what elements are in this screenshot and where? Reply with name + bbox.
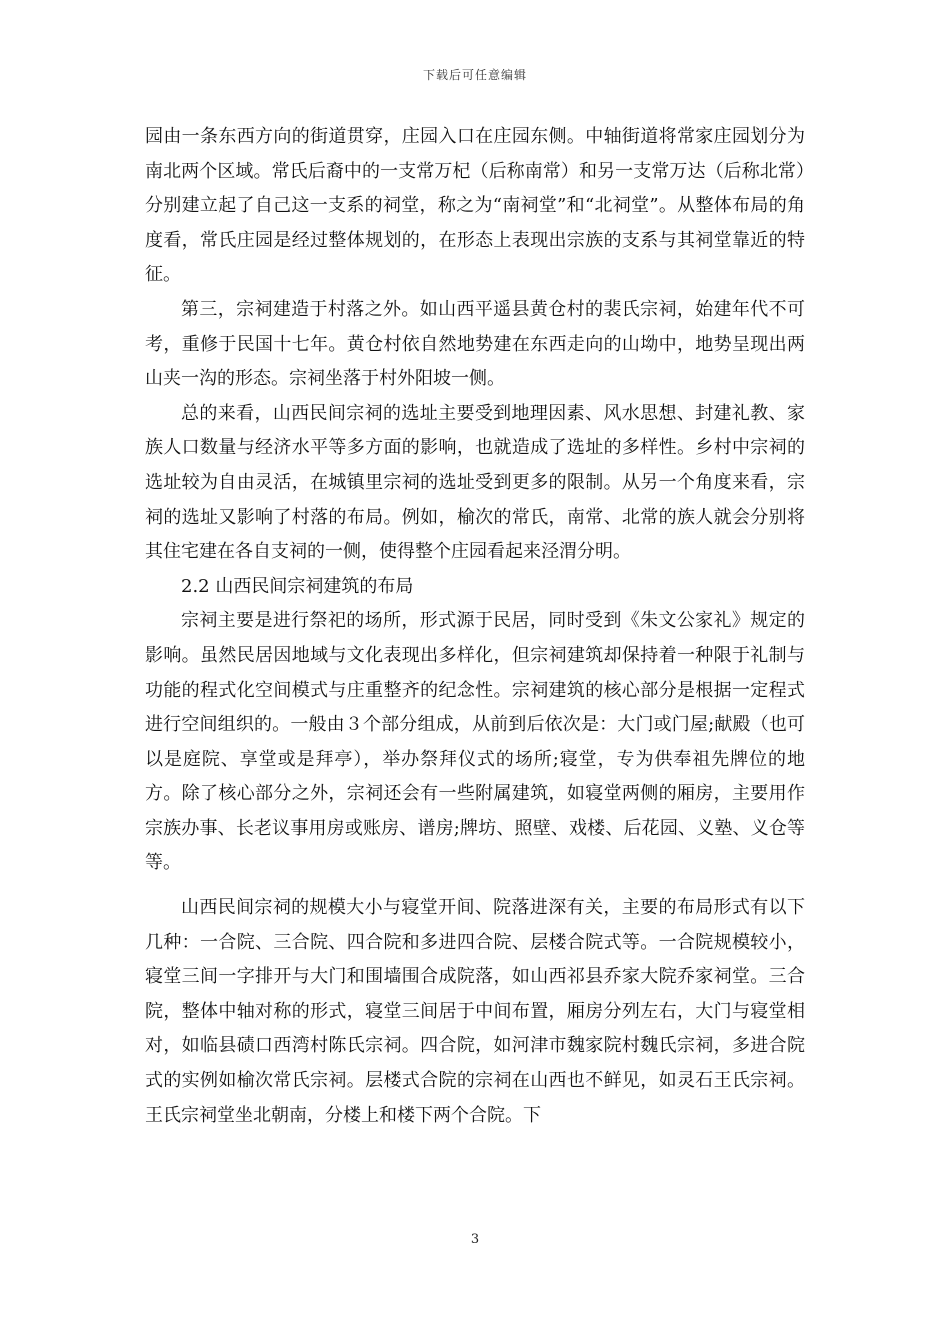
page-number: 3 [470,1232,480,1247]
paragraph-third-point: 第三，宗祠建造于村落之外。如山西平遥县黄仓村的裴氏宗祠，始建年代不可考，重修于民国十七年。黄仓村依自然地势建在东西走向的山坳中，地势呈现出两山夹一沟的形态。宗祠坐落于村外阳坡一侧。 [145,298,805,390]
paragraph-layout-intro: 宗祠主要是进行祭祀的场所，形式源于民居，同时受到《朱文公家礼》规定的影响。虽然民居因地域与文化表现出多样化，但宗祠建筑却保持着一种限于礼制与功能的程式化空间模式与庄重整齐的纪念性。宗祠建筑的核心部分是根据一定程式进行空间组织的。一般由３个部分组成，从前到后依次是：大门或门屋;献殿（也可以是庭院、享堂或是拜亭），举办祭拜仪式的场所;寝堂，专为供奉祖先牌位的地方。除了核心部分之外，宗祠还会有一些附属建筑，如寝堂两侧的厢房，主要用作宗族办事、长老议事用房或账房、谱房;牌坊、照壁、戏楼、后花园、义塾、义仓等等。 [145,610,805,874]
document-body [145,120,805,1133]
section-heading: 2.2 山西民间宗祠建筑的布局 [181,575,414,597]
paragraph-layout-forms: 山西民间宗祠的规模大小与寝堂开间、院落进深有关，主要的布局形式有以下几种：一合院、三合院、四合院和多进四合院、层楼合院式等。一合院规模较小，寝堂三间一字排开与大门和围墙围合成院落，如山西祁县乔家大院乔家祠堂。三合院，整体中轴对称的形式，寝堂三间居于中间布置，厢房分列左右，大门与寝堂相对，如临县碛口西湾村陈氏宗祠。四合院，如河津市魏家院村魏氏宗祠，多进合院式的实例如榆次常氏宗祠。层楼式合院的宗祠在山西也不鲜见，如灵石王氏宗祠。王氏宗祠堂坐北朝南，分楼上和楼下两个合院。下 [145,897,805,1126]
paragraph-continuation: 园由一条东西方向的街道贯穿，庄园入口在庄园东侧。中轴街道将常家庄园划分为南北两个区域。常氏后裔中的一支常万杞（后称南常）和另一支常万达（后称北常）分别建立起了自己这一支系的祠堂，称之为“南祠堂”和“北祠堂”。从整体布局的角度看，常氏庄园是经过整体规划的，在形态上表现出宗族的支系与其祠堂靠近的特征。 [145,126,805,286]
paragraph-summary: 总的来看，山西民间宗祠的选址主要受到地理因素、风水思想、封建礼教、家族人口数量与经济水平等多方面的影响，也就造成了选址的多样性。乡村中宗祠的选址较为自由灵活，在城镇里宗祠的选址受到更多的限制。从另一个角度来看，宗祠的选址又影响了村落的布局。例如，榆次的常氏，南常、北常的族人就会分别将其住宅建在各自支祠的一侧，使得整个庄园看起来泾渭分明。 [145,402,805,563]
page-header: 下载后可任意编辑 [422,68,527,82]
